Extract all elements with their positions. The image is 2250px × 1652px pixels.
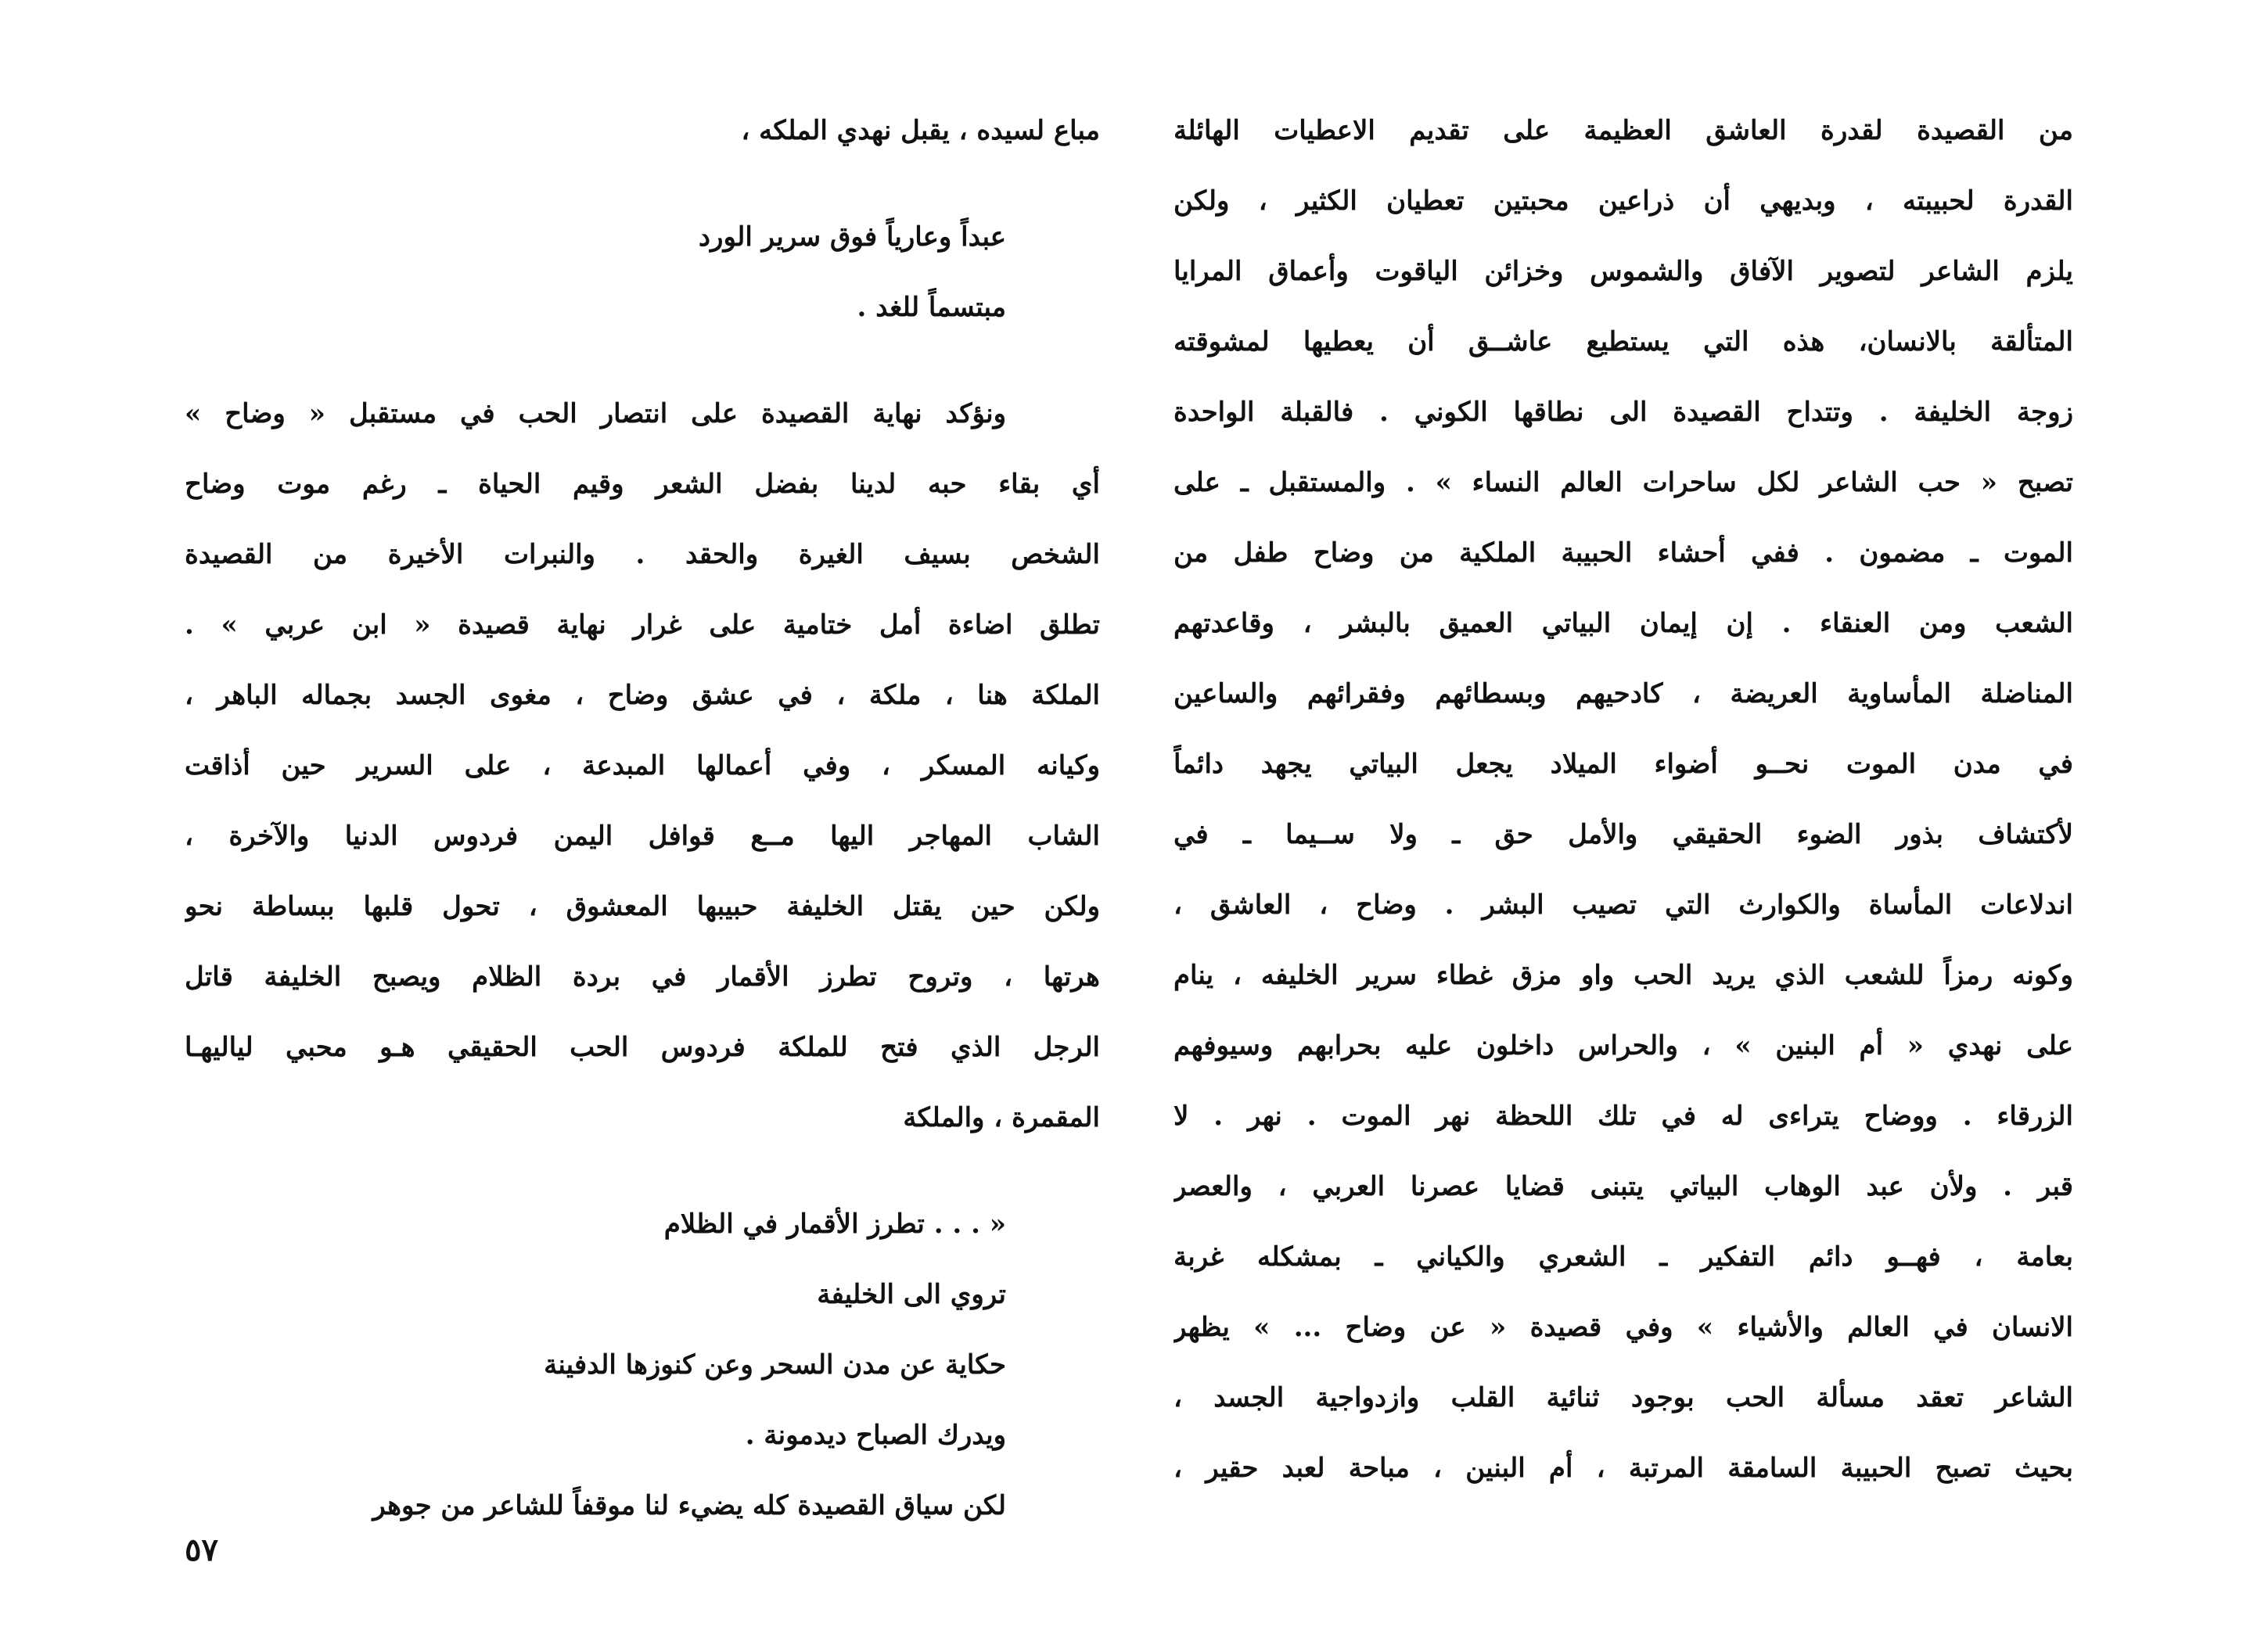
text-line: الشعب ومن العنقاء . إن إيمان البياتي العميق بالبشر ، وقاعدتهم (1174, 608, 2073, 639)
paragraph-line: المقمرة ، والملكة (903, 1102, 1100, 1133)
paragraph-line: ونؤكد نهاية القصيدة على انتصار الحب في مستقبل « وضاح » (185, 398, 1006, 429)
paragraph-line: الرجل الذي فتح للملكة فردوس الحب الحقيقي هـو محبي لياليهـا (185, 1032, 1100, 1063)
opening-line: مباع لسيده ، يقبل نهدي الملكه ، (741, 115, 1100, 146)
text-line: المتألقة بالانسان، هذه التي يستطيع عاشــق أن يعطيها لمشوقته (1174, 326, 2073, 357)
text-line: المناضلة المأساوية العريضة ، كادحيهم وبسطائهم وفقرائهم والساعين (1174, 678, 2073, 709)
text-line: في مدن الموت نحــو أضواء الميلاد يجعل البياتي يجهد دائماً (1174, 749, 2073, 780)
verse-block (185, 1189, 1006, 1541)
paragraph-line: تطلق اضاءة أمل ختامية على غرار نهاية قصيدة « ابن عربي » . (185, 609, 1100, 641)
stanza-gap (185, 343, 1100, 379)
paragraph-line: الشخص بسيف الغيرة والحقد . والنبرات الأخيرة من القصيدة (185, 539, 1100, 570)
text-line: الموت ـ مضمون . ففي أحشاء الحبيبة الملكية من وضاح طفل من (1174, 537, 2073, 569)
text-line: يلزم الشاعر لتصوير الآفاق والشموس وخزائن الياقوت وأعماق المرايا (1174, 256, 2073, 287)
verse-block (185, 202, 1006, 343)
closing-line: لكن سياق القصيدة كله يضيء لنا موقفاً للشاعر من جوهر (372, 1490, 1006, 1521)
paragraph-line: وكيانه المسكر ، وفي أعمالها المبدعة ، على السرير حين أذاقت (185, 750, 1100, 781)
page-number: ٥٧ (185, 1532, 218, 1568)
verse-line: عبداً وعارياً فوق سرير الورد (698, 221, 1006, 253)
verse-line: تروي الى الخليفة (817, 1279, 1006, 1310)
text-line: من القصيدة لقدرة العاشق العظيمة على تقديم الاعطيات الهائلة (1174, 115, 2073, 146)
paragraph-line: ولكن حين يقتل الخليفة حبيبها المعشوق ، تحول قلبها ببساطة نحو (185, 891, 1100, 922)
verse-line: حكاية عن مدن السحر وعن كنوزها الدفينة (544, 1349, 1006, 1381)
text-line: الزرقاء . ووضاح يتراءى له في تلك اللحظة نهر الموت . نهر . لا (1174, 1101, 2073, 1132)
text-line: قبر . ولأن عبد الوهاب البياتي يتبنى قضايا عصرنا العربي ، والعصر (1174, 1171, 2073, 1202)
text-line: على نهدي « أم البنين » ، والحراس داخلون عليه بحرابهم وسيوفهم (1174, 1030, 2073, 1061)
paragraph-line: أي بقاء حبه لدينا بفضل الشعر وقيم الحياة ـ رغم موت وضاح (185, 469, 1100, 500)
text-line: بعامة ، فهــو دائم التفكير ـ الشعري والكياني ـ بمشكله غربة (1174, 1241, 2073, 1273)
text-line: القدرة لحبيبته ، وبديهي أن ذراعين محبتين تعطيان الكثير ، ولكن (1174, 185, 2073, 217)
right-page-text (1174, 95, 2073, 1503)
text-line: اندلاعات المأساة والكوارث التي تصيب البشر . وضاح ، العاشق ، (1174, 889, 2073, 921)
text-line: وكونه رمزاً للشعب الذي يريد الحب واو مزق غطاء سرير الخليفه ، ينام (1174, 960, 2073, 991)
paragraph-line: الملكة هنا ، ملكة ، في عشق وضاح ، مغوى الجسد بجماله الباهر ، (185, 680, 1100, 711)
text-line: لأكتشاف بذور الضوء الحقيقي والأمل حق ـ ولا ســيما ـ في (1174, 819, 2073, 850)
text-line: الشاعر تعقد مسألة الحب بوجود ثنائية القلب وازدواجية الجسد ، (1174, 1382, 2073, 1413)
verse-line: ويدرك الصباح ديدمونة . (745, 1420, 1006, 1451)
text-line: تصبح « حب الشاعر لكل ساحرات العالم النساء » . والمستقبل ـ على (1174, 467, 2073, 498)
stanza-gap (185, 166, 1100, 202)
text-line: زوجة الخليفة . وتتداح القصيدة الى نطاقها الكوني . فالقبلة الواحدة (1174, 397, 2073, 428)
text-line: بحيث تصبح الحبيبة السامقة المرتبة ، أم البنين ، مباحة لعبد حقير ، (1174, 1453, 2073, 1484)
verse-line: مبتسماً للغد . (857, 292, 1006, 323)
stanza-gap (185, 1153, 1100, 1189)
text-line: الانسان في العالم والأشياء » وفي قصيدة « عن وضاح ... » يظهر (1174, 1312, 2073, 1343)
paragraph-line: الشاب المهاجر اليها مــع قوافل اليمن فردوس الدنيا والآخرة ، (185, 821, 1100, 852)
left-page-text (185, 95, 1100, 1541)
verse-line: « . . . تطرز الأقمار في الظلام (663, 1208, 1006, 1240)
paragraph-line: هرتها ، وتروح تطرز الأقمار في بردة الظلام ويصبح الخليفة قاتل (185, 961, 1100, 993)
